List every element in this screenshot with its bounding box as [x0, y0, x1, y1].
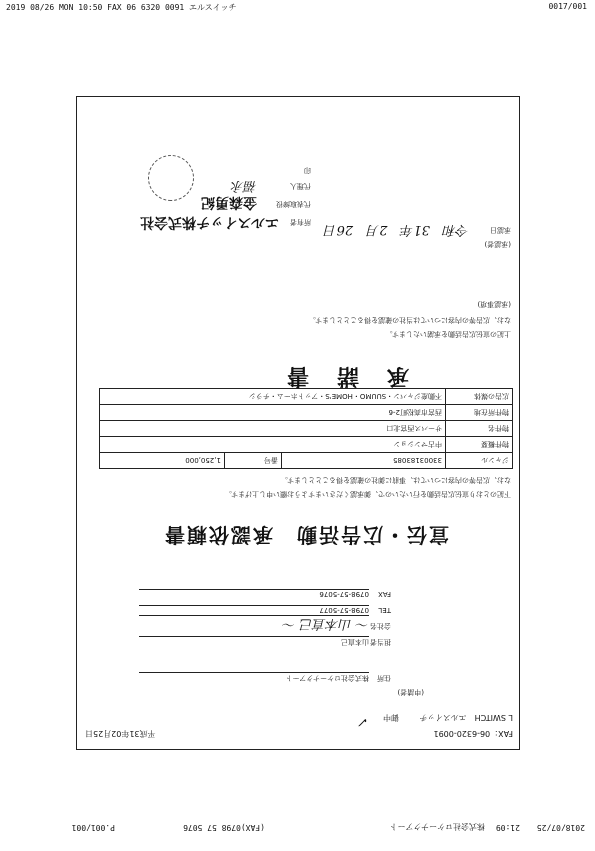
- approval-text-1: 上記の宣伝広告活動を承諾いたします。: [385, 330, 511, 338]
- seal-label: 印: [304, 166, 311, 174]
- property-table: [99, 388, 513, 469]
- approval-title: 承諾書: [258, 363, 409, 389]
- representative-name: 金森勇紀: [201, 194, 257, 210]
- fax-number-line: FAX：06-6320-0091: [433, 729, 513, 738]
- request-intro: 下記のとおり宣伝広告活動を行いたいので、御承認くださいますようお願い申し上げます。: [224, 490, 511, 498]
- table-cell-label: 物件所在地: [446, 405, 513, 421]
- table-cell-value: サーパス西宮北口: [100, 421, 446, 437]
- tel-label: TEL: [378, 606, 391, 614]
- table-cell-label: ジャンル: [446, 453, 513, 469]
- table-row: [100, 405, 513, 421]
- table-cell-label: 広告の媒体: [446, 389, 513, 405]
- fax-value: 0798-57-5076: [139, 589, 369, 598]
- address-label: 住所: [377, 674, 391, 682]
- document-date: 平成31年02月25日: [85, 729, 156, 738]
- agent-label: 代理人: [290, 182, 311, 190]
- fax-label: FAX: [378, 590, 391, 598]
- table-cell-label: 物件名: [446, 421, 513, 437]
- table-cell-label: 番号: [224, 453, 281, 469]
- owner-company: エルスイッチ株式会社: [139, 214, 279, 230]
- table-cell-value: 33003183085: [281, 453, 445, 469]
- company-label: 会社名: [370, 622, 391, 630]
- approval-date-value: 令和 31年 2月 26日: [323, 222, 469, 237]
- approver-label: (承認者): [484, 240, 511, 248]
- document-page: [76, 96, 520, 750]
- representative-label: 代表取締役: [276, 200, 311, 208]
- fax-footer-fax: (FAX)0798 57 5076: [183, 823, 265, 832]
- fax-footer-time: 21:09: [495, 823, 520, 832]
- owner-label: 所有者: [290, 218, 311, 226]
- approval-date-label: 承認日: [490, 226, 511, 234]
- fax-footer-page: P.001/001: [71, 823, 115, 832]
- approval-text-2: なお、広告等の内容については当社の確認を得ることとします。: [308, 316, 511, 324]
- fax-footer: [0, 812, 595, 842]
- table-cell-value: 西宮市高松町2-6: [100, 405, 446, 421]
- table-row: [100, 453, 513, 469]
- fax-header-left: 2019 08/26 MON 10:50 FAX 06 6320 0091 エルスイッチ: [6, 3, 237, 12]
- recipient-suffix: 御中: [383, 713, 399, 722]
- request-intro-2: なお、広告等の内容については、事前に御社の確認を得ることとします。: [280, 476, 511, 484]
- address-value: 株式会社ロケーナクアート: [139, 672, 369, 683]
- person-label: 担当者: [370, 638, 391, 646]
- person-value: 山本直己: [139, 636, 369, 647]
- document-content-rotated: [77, 97, 519, 749]
- applicant-label: (申請者): [397, 688, 424, 696]
- fax-header: [0, 0, 595, 14]
- fax-header-page: 0017/001: [548, 2, 587, 11]
- table-cell-value: 中古マンション: [100, 437, 446, 453]
- company-seal-icon: [148, 155, 194, 201]
- applicant-signature: 〜 山本直己 〜: [139, 615, 369, 635]
- fax-footer-sender: 株式会社ロケーナクアート: [389, 822, 485, 831]
- table-row: [100, 421, 513, 437]
- table-row: [100, 437, 513, 453]
- recipient-company: L SWITCH エルスイッチ: [419, 713, 513, 722]
- fax-footer-date: 2018/07/25: [536, 823, 585, 832]
- request-title: 宣伝・広告活動 承認依頼書: [163, 523, 449, 547]
- table-cell-value: 1,250,000: [100, 453, 225, 469]
- tel-value: 0798-57-5077: [139, 605, 369, 614]
- recipient-signature: ✓: [358, 714, 369, 729]
- table-cell-value: 不動産ジャパン・SUUMO・HOME'S・アットホーム・チラシ: [100, 389, 446, 405]
- agent-signature: 福永: [230, 178, 257, 193]
- table-cell-label: 物件概要: [446, 437, 513, 453]
- note-label: (承認事項): [477, 300, 511, 308]
